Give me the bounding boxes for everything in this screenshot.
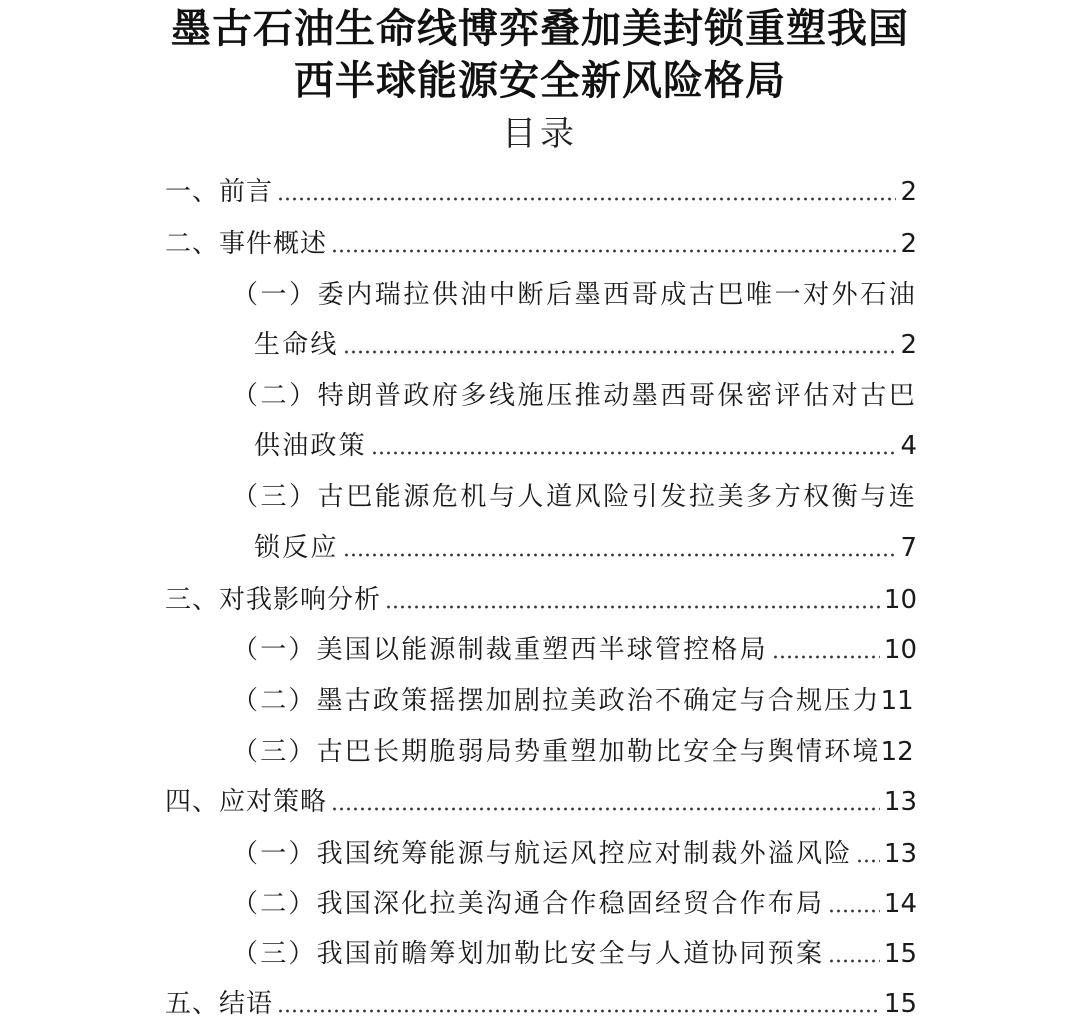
toc-page-number: 4 [900, 431, 917, 461]
toc-entry-impact-analysis-2[interactable] [232, 679, 917, 719]
dot-leader [828, 909, 880, 913]
dot-leader [385, 605, 880, 609]
toc-entry-label: （二）特朗普政府多线施压推动墨西哥保密评估对古巴 [232, 381, 917, 411]
toc-entry-label: 五、结语 [165, 989, 274, 1019]
toc-entry-label-continued: 生命线 [254, 330, 339, 360]
toc-entry-label: （二）墨古政策摇摆加剧拉美政治不确定与合规压力 [232, 686, 881, 716]
toc-entry-impact-analysis-3[interactable] [232, 730, 917, 770]
dot-leader [277, 197, 896, 201]
toc-page-number: 2 [900, 177, 917, 207]
toc-entry-label: （三）古巴长期脆弱局势重塑加勒比安全与舆情环境 [232, 737, 881, 767]
toc-entry-label: （一）委内瑞拉供油中断后墨西哥成古巴唯一对外石油 [232, 280, 917, 310]
toc-entry-response-strategy-2[interactable] [232, 882, 917, 922]
dot-leader [343, 350, 897, 354]
toc-entry-event-overview-1-line-1[interactable] [232, 273, 917, 313]
toc-entry-event-overview-1-line-2[interactable] [254, 323, 917, 363]
toc-page-number: 15 [883, 989, 917, 1019]
toc-entry-label: （二）我国深化拉美沟通合作稳固经贸合作布局 [232, 889, 825, 919]
dot-leader [828, 959, 880, 963]
toc-page-number: 13 [883, 839, 917, 869]
dot-leader [331, 807, 880, 811]
toc-entry-label: 二、事件概述 [165, 229, 328, 259]
toc-page-number: 2 [900, 229, 917, 259]
toc-entry-event-overview[interactable] [165, 222, 917, 262]
toc-page-number: 2 [900, 330, 917, 360]
toc-entry-label: 四、应对策略 [165, 787, 328, 817]
toc-page-number: 13 [883, 787, 917, 817]
toc-entry-event-overview-2-line-1[interactable] [232, 374, 917, 414]
dot-leader [331, 249, 896, 253]
toc-entry-response-strategy-3[interactable] [232, 932, 917, 972]
toc-entry-event-overview-3-line-1[interactable] [232, 475, 917, 515]
toc-page-number: 12 [880, 737, 914, 767]
dot-leader [371, 451, 897, 455]
toc-page-number: 15 [883, 939, 917, 969]
toc-entry-label: （一）美国以能源制裁重塑西半球管控格局 [232, 635, 768, 665]
toc-entry-impact-analysis[interactable] [165, 578, 917, 618]
toc-entry-label: （三）我国前瞻筹划加勒比安全与人道协同预案 [232, 939, 825, 969]
toc-entry-label: 三、对我影响分析 [165, 585, 382, 615]
toc-entry-label-continued: 供油政策 [254, 431, 367, 461]
toc-page-number: 14 [883, 889, 917, 919]
toc-heading: 目录 [502, 114, 578, 154]
toc-page-number: 11 [880, 686, 914, 716]
toc-entry-label: 一、前言 [165, 177, 274, 207]
dot-leader [856, 859, 880, 863]
dot-leader [772, 655, 880, 659]
toc-entry-impact-analysis-1[interactable] [232, 628, 917, 668]
document-title-line-1: 墨古石油生命线博弈叠加美封锁重塑我国 [171, 5, 909, 52]
toc-entry-response-strategy-1[interactable] [232, 832, 917, 872]
toc-page-number: 10 [883, 635, 917, 665]
toc-entry-label-continued: 锁反应 [254, 533, 339, 563]
dot-leader [343, 553, 897, 557]
toc-entry-conclusion[interactable] [165, 982, 917, 1022]
toc-entry-label: （三）古巴能源危机与人道风险引发拉美多方权衡与连 [232, 482, 917, 512]
toc-entry-label: （一）我国统筹能源与航运风控应对制裁外溢风险 [232, 839, 853, 869]
dot-leader [277, 1009, 880, 1013]
toc-entry-event-overview-3-line-2[interactable] [254, 526, 917, 566]
toc-entry-preface[interactable] [165, 170, 917, 210]
toc-entry-response-strategy[interactable] [165, 780, 917, 820]
toc-page-number: 10 [883, 585, 917, 615]
toc-entry-event-overview-2-line-2[interactable] [254, 424, 917, 464]
toc-page-number: 7 [900, 533, 917, 563]
document-title-line-2: 西半球能源安全新风险格局 [294, 57, 786, 104]
